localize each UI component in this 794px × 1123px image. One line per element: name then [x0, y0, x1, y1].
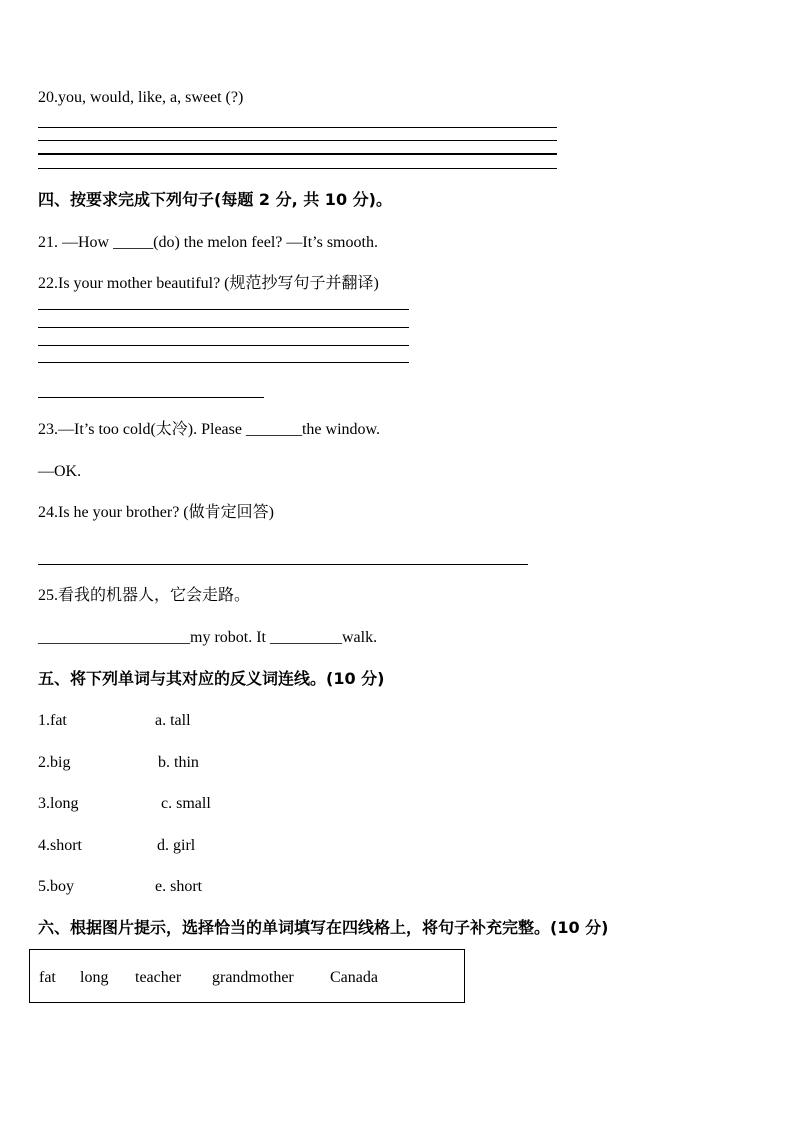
section-5-heading: 五、将下列单词与其对应的反义词连线。(10 分) — [38, 669, 385, 688]
match-left-item: 3.long — [38, 795, 79, 812]
question-22: 22.Is your mother beautiful? (规范抄写句子并翻译) — [38, 275, 379, 292]
word-bank-box — [29, 949, 465, 1003]
writing-line — [38, 168, 557, 169]
match-left-item: 2.big — [38, 754, 71, 771]
match-right-item: b. thin — [158, 754, 199, 771]
word-bank-word: fat — [39, 969, 56, 986]
question-23-response: —OK. — [38, 463, 82, 480]
writing-line — [38, 327, 409, 328]
writing-line — [38, 362, 409, 363]
writing-line — [38, 309, 409, 310]
question-21: 21. —How _____(do) the melon feel? —It’s smooth. — [38, 234, 378, 251]
section-4-heading: 四、按要求完成下列句子(每题 2 分, 共 10 分)。 — [38, 190, 392, 209]
match-right-item: c. small — [161, 795, 211, 812]
writing-line — [38, 127, 557, 128]
writing-line — [38, 140, 557, 141]
question-20: 20.you, would, like, a, sweet (?) — [38, 89, 244, 106]
writing-line — [38, 153, 557, 155]
word-bank-word: Canada — [330, 969, 378, 986]
question-25-prompt: 25.看我的机器人，它会走路。 — [38, 587, 251, 604]
match-right-item: d. girl — [157, 837, 196, 854]
word-bank-word: long — [80, 969, 109, 986]
section-6-heading: 六、根据图片提示，选择恰当的单词填写在四线格上，将句子补充完整。(10 分) — [38, 918, 609, 937]
match-right-item: a. tall — [155, 712, 191, 729]
question-25-line: ___________________my robot. It _________walk. — [38, 629, 378, 646]
word-bank-word: teacher — [135, 969, 182, 986]
question-24: 24.Is he your brother? (做肯定回答) — [38, 504, 274, 521]
match-left-item: 4.short — [38, 837, 82, 854]
match-right-item: e. short — [155, 878, 203, 895]
question-23: 23.—It’s too cold(太冷). Please _______the window. — [38, 421, 381, 438]
word-bank-word: grandmother — [212, 969, 294, 986]
answer-line — [38, 564, 528, 565]
match-left-item: 1.fat — [38, 712, 67, 729]
writing-line — [38, 345, 409, 346]
translation-line — [38, 397, 264, 398]
match-left-item: 5.boy — [38, 878, 74, 895]
